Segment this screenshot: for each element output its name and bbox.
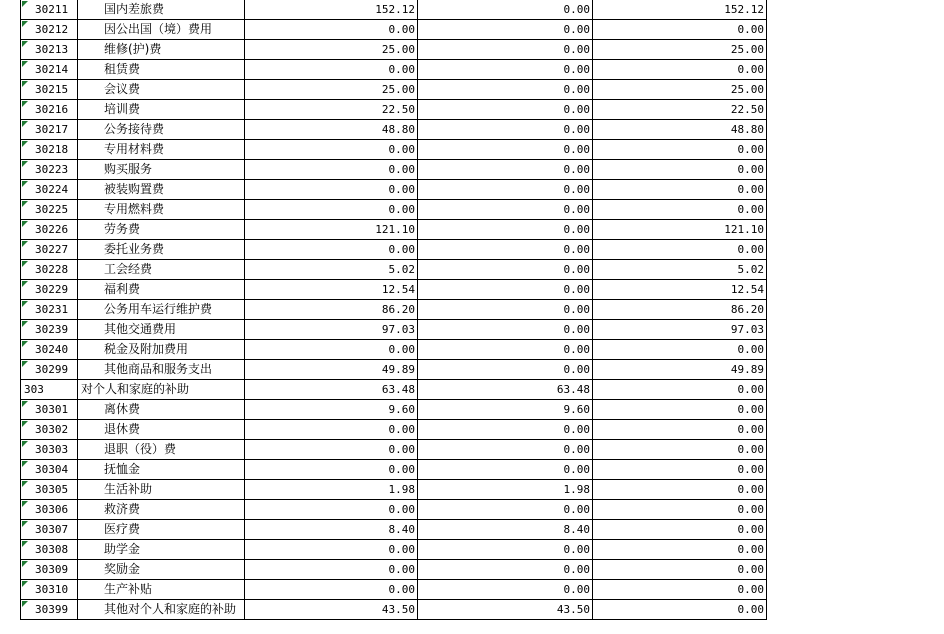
basic-expenditure-cell[interactable]: 0.00 xyxy=(418,180,593,200)
expense-code-cell[interactable]: 30308 xyxy=(21,540,78,560)
expense-code-cell[interactable]: 30303 xyxy=(21,440,78,460)
basic-expenditure-cell[interactable]: 0.00 xyxy=(418,340,593,360)
basic-expenditure-cell[interactable]: 43.50 xyxy=(418,600,593,620)
project-expenditure-cell[interactable]: 0.00 xyxy=(593,160,767,180)
total-amount-cell[interactable]: 0.00 xyxy=(245,500,418,520)
project-expenditure-cell[interactable]: 0.00 xyxy=(593,240,767,260)
expense-code-cell[interactable]: 30218 xyxy=(21,140,78,160)
expense-code-cell[interactable]: 30399 xyxy=(21,600,78,620)
project-expenditure-cell[interactable]: 0.00 xyxy=(593,380,767,400)
table-row xyxy=(21,20,767,40)
total-amount-cell[interactable]: 9.60 xyxy=(245,400,418,420)
expense-name-cell[interactable]: 退休费 xyxy=(78,420,245,440)
project-expenditure-cell[interactable]: 12.54 xyxy=(593,280,767,300)
table-row xyxy=(21,400,767,420)
basic-expenditure-cell[interactable]: 0.00 xyxy=(418,20,593,40)
project-expenditure-cell[interactable]: 0.00 xyxy=(593,340,767,360)
table-row xyxy=(21,300,767,320)
total-amount-cell[interactable]: 63.48 xyxy=(245,380,418,400)
project-expenditure-cell[interactable]: 0.00 xyxy=(593,540,767,560)
basic-expenditure-cell[interactable]: 0.00 xyxy=(418,120,593,140)
project-expenditure-cell[interactable]: 0.00 xyxy=(593,440,767,460)
expense-code-cell[interactable]: 30310 xyxy=(21,580,78,600)
expense-code-cell[interactable]: 30223 xyxy=(21,160,78,180)
category-row xyxy=(21,380,767,400)
basic-expenditure-cell[interactable]: 0.00 xyxy=(418,240,593,260)
expense-name-cell[interactable]: 医疗费 xyxy=(78,520,245,540)
expense-code-cell[interactable]: 30215 xyxy=(21,80,78,100)
basic-expenditure-cell[interactable]: 0.00 xyxy=(418,280,593,300)
total-amount-cell[interactable]: 0.00 xyxy=(245,460,418,480)
expense-name-cell[interactable]: 维修(护)费 xyxy=(78,40,245,60)
expense-code-cell[interactable]: 30224 xyxy=(21,180,78,200)
total-amount-cell[interactable]: 48.80 xyxy=(245,120,418,140)
total-amount-cell[interactable]: 12.54 xyxy=(245,280,418,300)
total-amount-cell[interactable]: 0.00 xyxy=(245,420,418,440)
table-row xyxy=(21,560,767,580)
basic-expenditure-cell[interactable]: 8.40 xyxy=(418,520,593,540)
project-expenditure-cell[interactable]: 22.50 xyxy=(593,100,767,120)
project-expenditure-cell[interactable]: 0.00 xyxy=(593,520,767,540)
project-expenditure-cell[interactable]: 121.10 xyxy=(593,220,767,240)
project-expenditure-cell[interactable]: 97.03 xyxy=(593,320,767,340)
table-row xyxy=(21,160,767,180)
basic-expenditure-cell[interactable]: 1.98 xyxy=(418,480,593,500)
expense-name-cell[interactable]: 租赁费 xyxy=(78,60,245,80)
expense-name-cell[interactable]: 福利费 xyxy=(78,280,245,300)
total-amount-cell[interactable]: 25.00 xyxy=(245,80,418,100)
table-row xyxy=(21,540,767,560)
table-row xyxy=(21,440,767,460)
expense-name-cell[interactable]: 劳务费 xyxy=(78,220,245,240)
table-row xyxy=(21,600,767,620)
expense-code-cell[interactable]: 30226 xyxy=(21,220,78,240)
project-expenditure-cell[interactable]: 48.80 xyxy=(593,120,767,140)
expense-code-cell[interactable]: 30306 xyxy=(21,500,78,520)
expense-name-cell[interactable]: 专用材料费 xyxy=(78,140,245,160)
project-expenditure-cell[interactable]: 0.00 xyxy=(593,200,767,220)
expense-code-cell[interactable]: 30304 xyxy=(21,460,78,480)
table-row xyxy=(21,80,767,100)
total-amount-cell[interactable]: 0.00 xyxy=(245,240,418,260)
expense-code-cell[interactable]: 30229 xyxy=(21,280,78,300)
project-expenditure-cell[interactable]: 0.00 xyxy=(593,600,767,620)
expense-name-cell[interactable]: 退职（役）费 xyxy=(78,440,245,460)
project-expenditure-cell[interactable]: 0.00 xyxy=(593,20,767,40)
table-row xyxy=(21,100,767,120)
table-row xyxy=(21,140,767,160)
total-amount-cell[interactable]: 0.00 xyxy=(245,60,418,80)
table-row xyxy=(21,280,767,300)
project-expenditure-cell[interactable]: 25.00 xyxy=(593,80,767,100)
total-amount-cell[interactable]: 1.98 xyxy=(245,480,418,500)
project-expenditure-cell[interactable]: 86.20 xyxy=(593,300,767,320)
project-expenditure-cell[interactable]: 5.02 xyxy=(593,260,767,280)
project-expenditure-cell[interactable]: 0.00 xyxy=(593,180,767,200)
expense-name-cell[interactable]: 公务接待费 xyxy=(78,120,245,140)
expense-name-cell[interactable]: 其他交通费用 xyxy=(78,320,245,340)
total-amount-cell[interactable]: 86.20 xyxy=(245,300,418,320)
total-amount-cell[interactable]: 0.00 xyxy=(245,560,418,580)
expense-name-cell[interactable]: 被装购置费 xyxy=(78,180,245,200)
expense-code-cell[interactable]: 30211 xyxy=(21,0,78,20)
project-expenditure-cell[interactable]: 0.00 xyxy=(593,420,767,440)
total-amount-cell[interactable]: 0.00 xyxy=(245,580,418,600)
expense-code-cell[interactable]: 30301 xyxy=(21,400,78,420)
basic-expenditure-cell[interactable]: 0.00 xyxy=(418,420,593,440)
total-amount-cell[interactable]: 22.50 xyxy=(245,100,418,120)
expense-name-cell[interactable]: 公务用车运行维护费 xyxy=(78,300,245,320)
expense-code-cell[interactable]: 30227 xyxy=(21,240,78,260)
expense-name-cell[interactable]: 生活补助 xyxy=(78,480,245,500)
table-row xyxy=(21,220,767,240)
expense-code-cell[interactable]: 30240 xyxy=(21,340,78,360)
total-amount-cell[interactable]: 0.00 xyxy=(245,180,418,200)
total-amount-cell[interactable]: 152.12 xyxy=(245,0,418,20)
expense-name-cell[interactable]: 税金及附加费用 xyxy=(78,340,245,360)
expense-code-cell[interactable]: 30225 xyxy=(21,200,78,220)
expense-code-cell[interactable]: 30212 xyxy=(21,20,78,40)
expense-code-cell[interactable]: 303 xyxy=(21,380,78,400)
basic-expenditure-cell[interactable]: 0.00 xyxy=(418,100,593,120)
table-row xyxy=(21,420,767,440)
expense-code-cell[interactable]: 30239 xyxy=(21,320,78,340)
basic-expenditure-cell[interactable]: 0.00 xyxy=(418,580,593,600)
basic-expenditure-cell[interactable]: 0.00 xyxy=(418,540,593,560)
table-row xyxy=(21,480,767,500)
expense-name-cell[interactable]: 购买服务 xyxy=(78,160,245,180)
expense-name-cell[interactable]: 离休费 xyxy=(78,400,245,420)
project-expenditure-cell[interactable]: 152.12 xyxy=(593,0,767,20)
expense-code-cell[interactable]: 30213 xyxy=(21,40,78,60)
project-expenditure-cell[interactable]: 0.00 xyxy=(593,60,767,80)
basic-expenditure-cell[interactable]: 0.00 xyxy=(418,320,593,340)
basic-expenditure-cell[interactable]: 9.60 xyxy=(418,400,593,420)
expense-code-cell[interactable]: 30228 xyxy=(21,260,78,280)
project-expenditure-cell[interactable]: 0.00 xyxy=(593,140,767,160)
total-amount-cell[interactable]: 0.00 xyxy=(245,340,418,360)
table-row xyxy=(21,360,767,380)
table-row xyxy=(21,500,767,520)
table-row xyxy=(21,460,767,480)
total-amount-cell[interactable]: 0.00 xyxy=(245,540,418,560)
expense-name-cell[interactable]: 奖励金 xyxy=(78,560,245,580)
budget-expense-table xyxy=(20,0,767,620)
project-expenditure-cell[interactable]: 0.00 xyxy=(593,480,767,500)
total-amount-cell[interactable]: 5.02 xyxy=(245,260,418,280)
total-amount-cell[interactable]: 25.00 xyxy=(245,40,418,60)
total-amount-cell[interactable]: 0.00 xyxy=(245,20,418,40)
project-expenditure-cell[interactable]: 49.89 xyxy=(593,360,767,380)
project-expenditure-cell[interactable]: 0.00 xyxy=(593,400,767,420)
expense-code-cell[interactable]: 30302 xyxy=(21,420,78,440)
project-expenditure-cell[interactable]: 25.00 xyxy=(593,40,767,60)
basic-expenditure-cell[interactable]: 0.00 xyxy=(418,40,593,60)
expense-name-cell[interactable]: 对个人和家庭的补助 xyxy=(78,380,245,400)
table-row xyxy=(21,260,767,280)
basic-expenditure-cell[interactable]: 0.00 xyxy=(418,220,593,240)
expense-code-cell[interactable]: 30217 xyxy=(21,120,78,140)
total-amount-cell[interactable]: 43.50 xyxy=(245,600,418,620)
expense-name-cell[interactable]: 工会经费 xyxy=(78,260,245,280)
expense-name-cell[interactable]: 救济费 xyxy=(78,500,245,520)
total-amount-cell[interactable]: 97.03 xyxy=(245,320,418,340)
table-row xyxy=(21,200,767,220)
table-row xyxy=(21,60,767,80)
table-row xyxy=(21,120,767,140)
table-row xyxy=(21,320,767,340)
expense-code-cell[interactable]: 30231 xyxy=(21,300,78,320)
total-amount-cell[interactable]: 0.00 xyxy=(245,440,418,460)
table-row xyxy=(21,40,767,60)
expense-name-cell[interactable]: 培训费 xyxy=(78,100,245,120)
expense-name-cell[interactable]: 助学金 xyxy=(78,540,245,560)
basic-expenditure-cell[interactable]: 0.00 xyxy=(418,300,593,320)
expense-name-cell[interactable]: 其他对个人和家庭的补助 xyxy=(78,600,245,620)
basic-expenditure-cell[interactable]: 0.00 xyxy=(418,460,593,480)
table-body xyxy=(21,0,767,620)
basic-expenditure-cell[interactable]: 0.00 xyxy=(418,160,593,180)
basic-expenditure-cell[interactable]: 0.00 xyxy=(418,200,593,220)
table-row xyxy=(21,520,767,540)
basic-expenditure-cell[interactable]: 0.00 xyxy=(418,140,593,160)
total-amount-cell[interactable]: 49.89 xyxy=(245,360,418,380)
table-row xyxy=(21,0,767,20)
expense-name-cell[interactable]: 国内差旅费 xyxy=(78,0,245,20)
expense-name-cell[interactable]: 生产补贴 xyxy=(78,580,245,600)
table-row xyxy=(21,180,767,200)
basic-expenditure-cell[interactable]: 0.00 xyxy=(418,500,593,520)
expense-name-cell[interactable]: 因公出国（境）费用 xyxy=(78,20,245,40)
total-amount-cell[interactable]: 121.10 xyxy=(245,220,418,240)
expense-name-cell[interactable]: 委托业务费 xyxy=(78,240,245,260)
table-row xyxy=(21,240,767,260)
basic-expenditure-cell[interactable]: 0.00 xyxy=(418,560,593,580)
basic-expenditure-cell[interactable]: 0.00 xyxy=(418,60,593,80)
project-expenditure-cell[interactable]: 0.00 xyxy=(593,580,767,600)
project-expenditure-cell[interactable]: 0.00 xyxy=(593,560,767,580)
table-row xyxy=(21,580,767,600)
expense-name-cell[interactable]: 其他商品和服务支出 xyxy=(78,360,245,380)
expense-code-cell[interactable]: 30216 xyxy=(21,100,78,120)
expense-code-cell[interactable]: 30309 xyxy=(21,560,78,580)
total-amount-cell[interactable]: 0.00 xyxy=(245,200,418,220)
expense-code-cell[interactable]: 30299 xyxy=(21,360,78,380)
basic-expenditure-cell[interactable]: 0.00 xyxy=(418,0,593,20)
expense-code-cell[interactable]: 30305 xyxy=(21,480,78,500)
expense-code-cell[interactable]: 30214 xyxy=(21,60,78,80)
total-amount-cell[interactable]: 0.00 xyxy=(245,160,418,180)
basic-expenditure-cell[interactable]: 0.00 xyxy=(418,260,593,280)
total-amount-cell[interactable]: 0.00 xyxy=(245,140,418,160)
basic-expenditure-cell[interactable]: 0.00 xyxy=(418,360,593,380)
expense-name-cell[interactable]: 专用燃料费 xyxy=(78,200,245,220)
basic-expenditure-cell[interactable]: 63.48 xyxy=(418,380,593,400)
project-expenditure-cell[interactable]: 0.00 xyxy=(593,460,767,480)
table-row xyxy=(21,340,767,360)
basic-expenditure-cell[interactable]: 0.00 xyxy=(418,80,593,100)
expense-name-cell[interactable]: 抚恤金 xyxy=(78,460,245,480)
expense-code-cell[interactable]: 30307 xyxy=(21,520,78,540)
expense-name-cell[interactable]: 会议费 xyxy=(78,80,245,100)
basic-expenditure-cell[interactable]: 0.00 xyxy=(418,440,593,460)
total-amount-cell[interactable]: 8.40 xyxy=(245,520,418,540)
project-expenditure-cell[interactable]: 0.00 xyxy=(593,500,767,520)
